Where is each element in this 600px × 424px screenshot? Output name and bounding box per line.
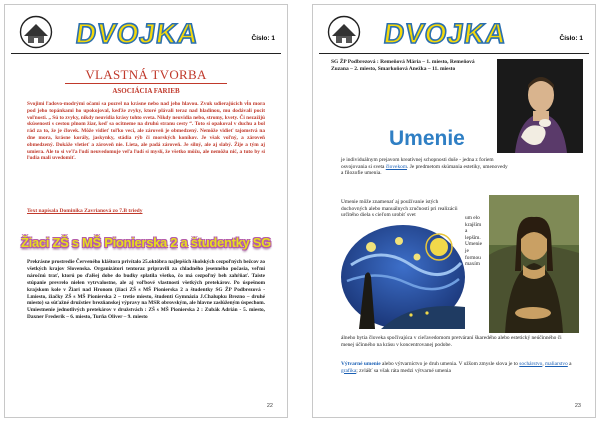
umenie-p1-start: je individuálnym prejavom kreatívnej schopnosti duše - jedna z foriem osvojovania si sveta (341, 157, 494, 170)
umenie-p4-end: ; zvlášť sa však ráta medzi výtvarné umenia (356, 367, 451, 374)
sports-article-body: Prekrásne prostredie Červeného kláštora privítalo 25.októbra najlepších školských cezpoľných bežcov zo všetkých krajov Slovenska. Organizátori tentoraz pripravili za chladného jesenného počasia, veľmi náročnú trať, ktorú po ďalšej dobe do budky splatila všetko, čo má cezpoľný beh zahŕňať. Taiste stúpanie prevrelo nielen vytrvalostne, ale aj voľbové vlastnosti všetkých pretekárov. Po úspešnom krajskom kole v Žiari nad Hronom (žiaci ZŠ s MŠ Pionierska 2 a študentky SG ŽP Podbrezová - Lmiesto, žiačky ZŠ s MŠ Pionierska 2 – tretie miesto, študenti Gymnázia J.Chalupku Brezno – druhé miesto) sa súťažné družstiev brezňanskej výpravy na MSR obrovským, ale hlavne zaslúženým úspechom. Umiestnenie jednotlivých pretekárov v družstvách : ZŠ s MŠ Pionierska 2 : Zubák Adrián - 5. miesto, Daxner Frederik – 6. miesto, Turňa Oliver – 9. miesto (27, 259, 265, 321)
school-logo-icon (327, 15, 361, 49)
mona-lisa-painting (489, 195, 579, 333)
section-title-vlastna-tvorba: VLASTNÁ TVORBA (85, 67, 207, 82)
umenie-p4-start: alebo výtvarníctvo je druh umenia. V užšom zmysle slova je to (380, 361, 520, 367)
story-title: ASOCIÁCIA FARIEB (112, 87, 180, 95)
dvojka-masthead-logo (373, 15, 523, 51)
umenie-p4-sep2: a (567, 361, 572, 367)
umenie-narrow-column: um elo krajším a lepším. Umenie je formou maxím (465, 215, 483, 268)
umenie-p1-end: . Je predmetom skúmania estetiky, umenovedy a filozofie umenia. (341, 163, 508, 177)
header-divider (319, 53, 589, 54)
page-number-right: 23 (574, 403, 581, 409)
issue-number: Číslo: 1 (251, 35, 275, 42)
link-grafika[interactable]: grafika (341, 367, 357, 374)
link-sochárstvo[interactable]: sochárstvo (519, 361, 543, 367)
link-clovekom[interactable]: človekom (385, 163, 408, 170)
school-logo-icon (19, 15, 53, 49)
umenie-p4-sep1: , (542, 361, 546, 367)
starry-night-painting (341, 225, 465, 329)
right-page (312, 4, 596, 418)
masthead-text: DVOJKA (381, 18, 509, 49)
left-page (4, 4, 288, 418)
header-divider (11, 53, 281, 54)
masthead-text: DVOJKA (73, 18, 201, 49)
story-author: Text napísala Dominika Zavrianová zo 7.B triedy (27, 208, 143, 214)
title-underline (65, 83, 227, 84)
vytvarne-umenie-highlight: Výtvarné umenie (341, 361, 381, 367)
sports-article-title: Žiaci ZŠ s MŠ Pionierska 2 a študentky SG (21, 235, 271, 250)
right-header (321, 13, 587, 53)
page-number-left: 22 (266, 403, 273, 409)
dvojka-masthead-logo (65, 15, 215, 51)
issue-number: Číslo: 1 (559, 35, 583, 42)
left-header (13, 13, 279, 53)
umenie-paragraph-3: álneho bytia človeka spočívajúca v cieľavedomom pretváraní škaredého alebo estetický neúčinného či menej účinného na krásu v koncentrovanej podobe. (341, 335, 562, 348)
umenie-paragraph-2: Umenie môže znamenať aj používanie istých duchovných alebo manuálnych zručností pri realizácii určitého diela s cieľom urobiť svet (341, 199, 458, 219)
umenie-paragraph-1 (341, 157, 509, 177)
link-maliarstvo[interactable]: maliarstvo (545, 361, 568, 367)
story-body: Svojimi ľadovo-modrými očami sa pozrel na krásne nebo nad jeho hlavou. Zvuk udierajúcich vĺn mora pod jeho topánkami ho upokojoval, keďže zvyky, ktoré plávali teraz nad hladinou, mu dodávali pocit voľnosti. „ Sú to zvyky, nikdy neuvidia krásy tohto sveta. Nikdy neuvidia nebo, stromy, kvety. Či nezažijú skúsenosti s cestou plnom žiar, keď sa ocitneme na druhú stranu cesty “. Toto si opakoval v duchu a bol rád za to, že je človek. Môže vidieť toľko vecí, ale zároveň je obmedzený. Nemôže vidieť tajomstvá na dne mora, krásne korály, jaskynky, stádia rýb či morských koníkov. Je však voľný, a zároveň obmedzený. Dokáže vletieť a zároveň nie. Lieta, ale padá zároveň. Je silný, ale aj slabý. Žije a tým aj umiera. Ale to si ve'ľa ľudí neuvedomuje veľa ľudí si myslí, že všetko môžu, ale nemôžu nič, a tuto by si ľudia mali uvedomiť. (27, 101, 265, 162)
umenie-paragraph-4 (341, 361, 573, 374)
lady-with-ermine-painting (497, 59, 583, 153)
sg-results: SG ŽP Podbrezová : Remeňová Mária – 1. miesto, Remeňová Zuzana – 2. miesto, Smarkoňová Anežka – 11. miesto (331, 59, 475, 72)
umenie-heading: Umenie (389, 127, 465, 150)
